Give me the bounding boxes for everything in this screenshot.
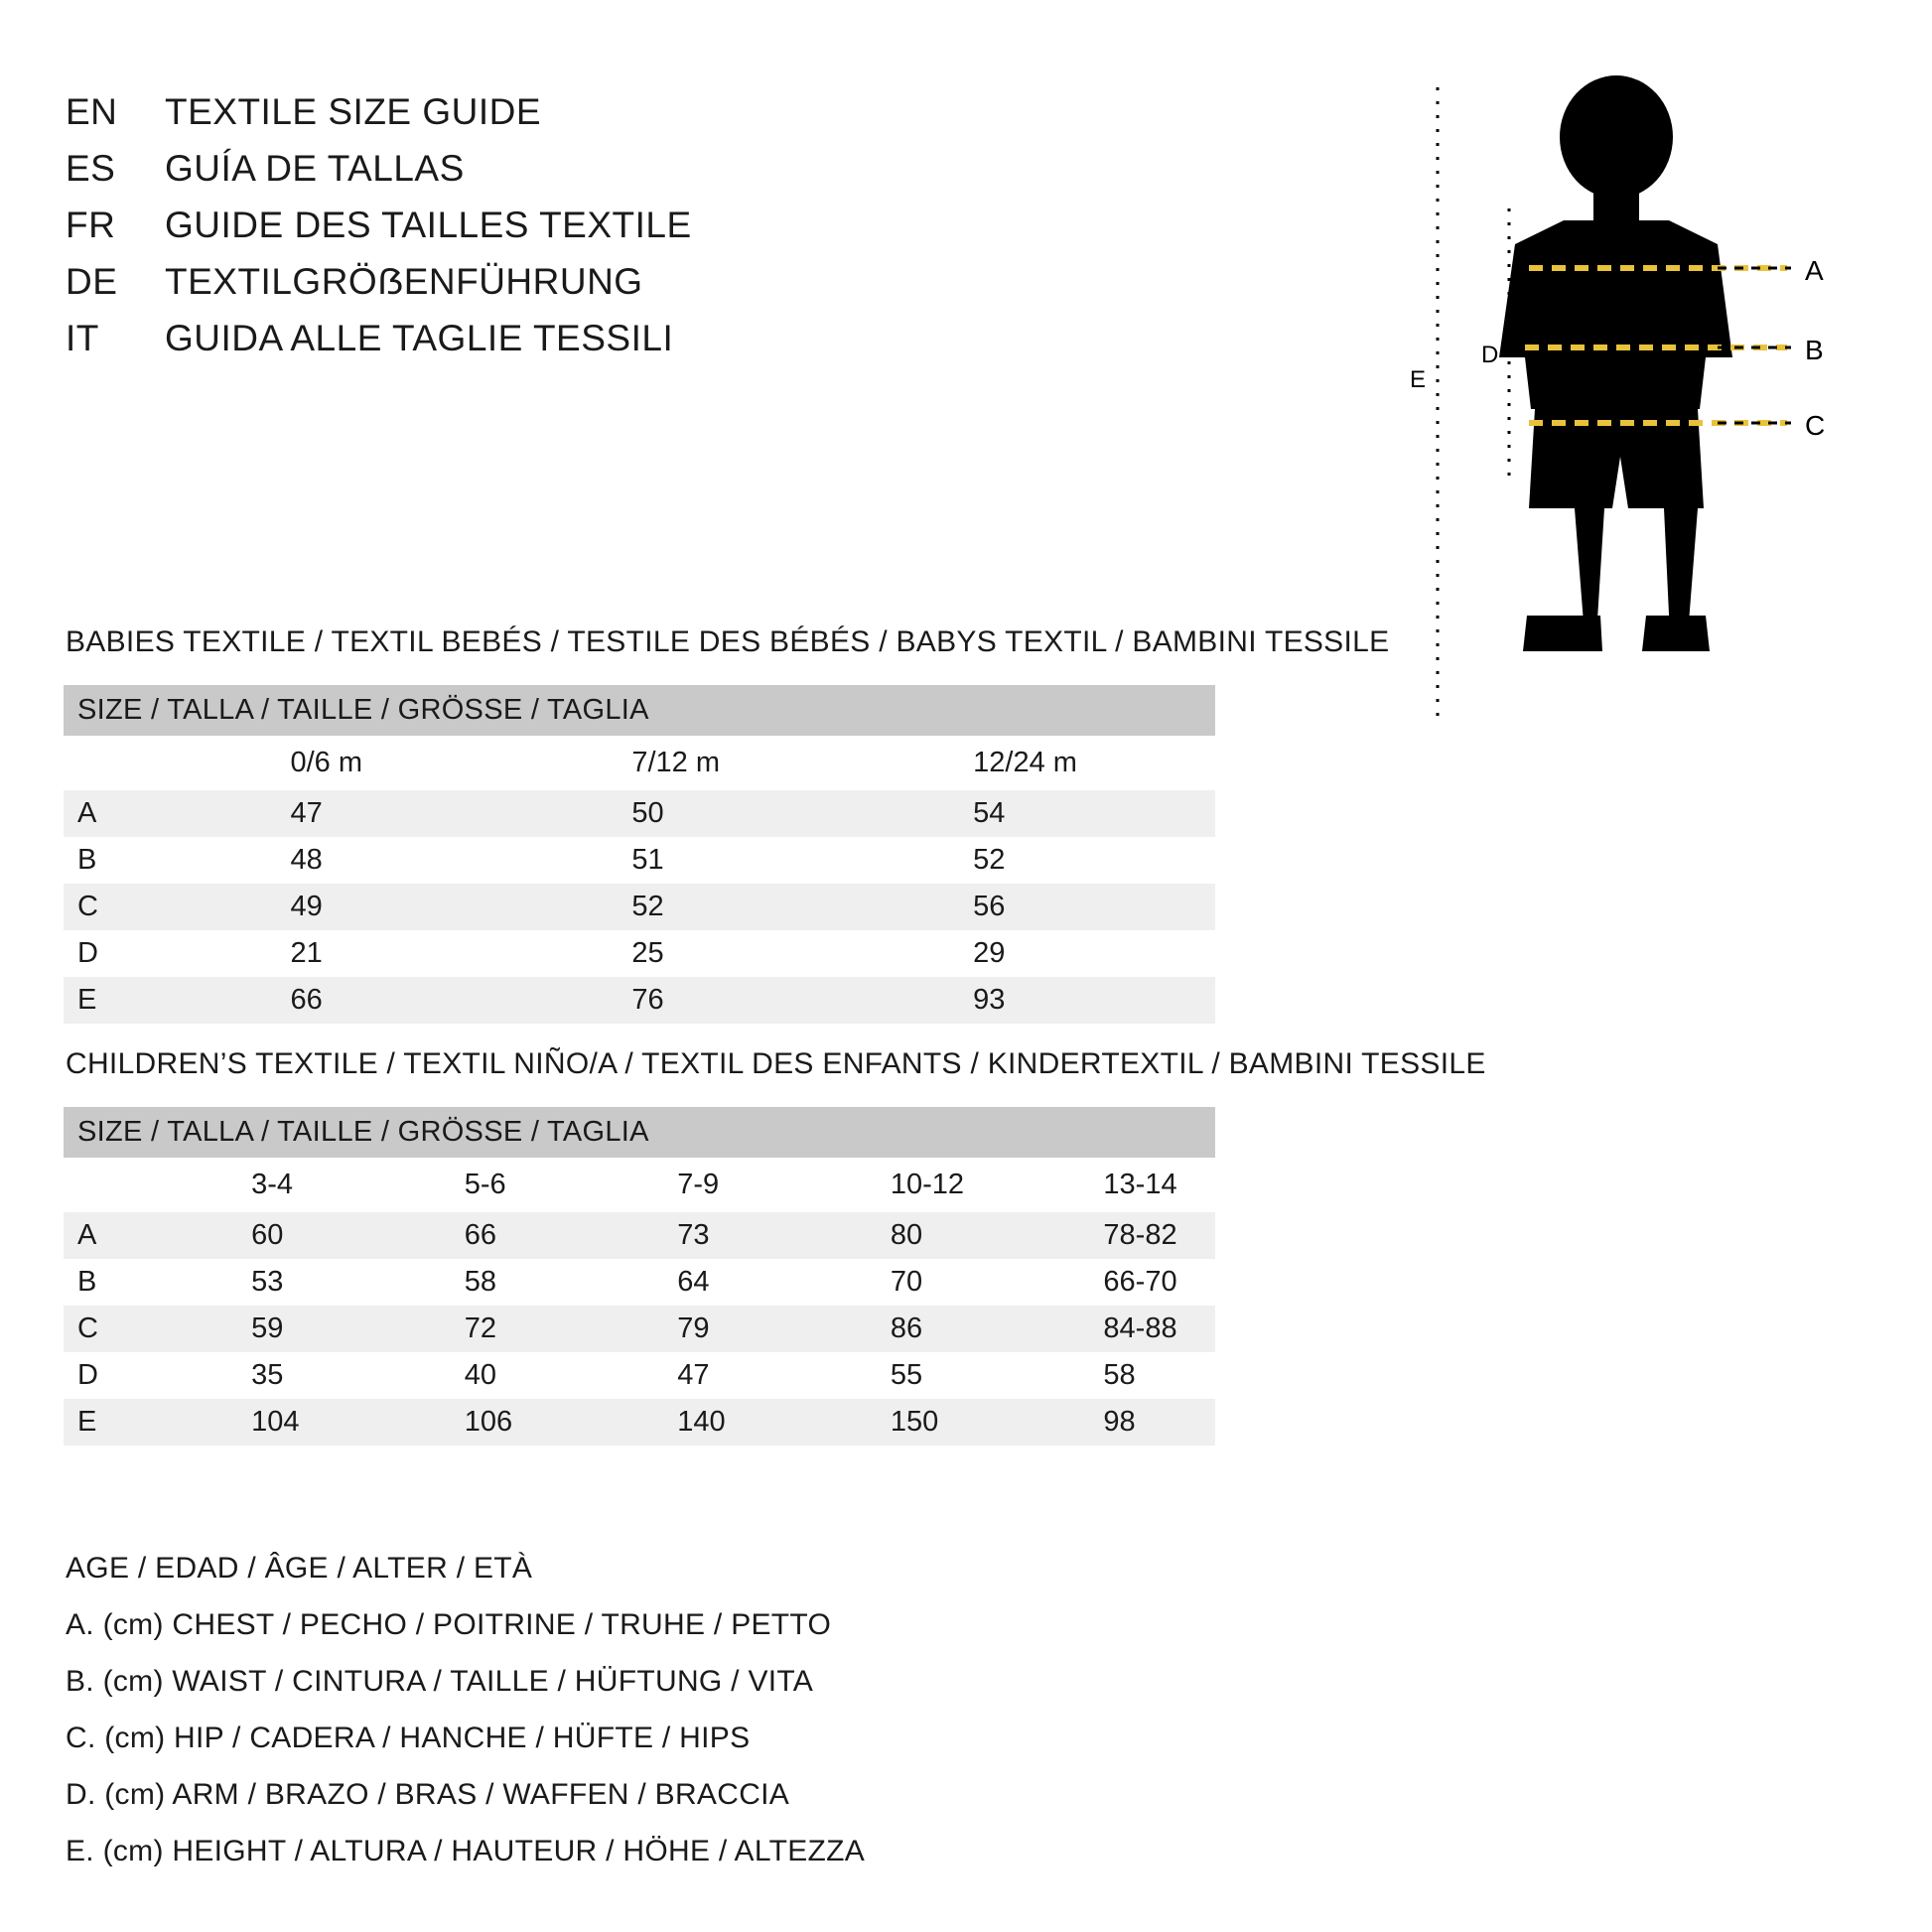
table-row [64,1212,1215,1259]
cell-value: 150 [890,1406,939,1438]
cell-value: 47 [290,797,323,829]
language-code: IT [66,318,99,358]
table-row [64,1352,1215,1399]
language-row [66,91,692,148]
language-row [66,318,692,374]
corner-cell [64,736,192,790]
cell-value: 66 [464,1219,496,1251]
children-section-title: CHILDREN’S TEXTILE / TEXTIL NIÑO/A / TEXTIL DES ENFANTS / KINDERTEXTIL / BAMBINI TESSILE [66,1047,1486,1080]
legend-line-arm: D. (cm) ARM / BRAZO / BRAS / WAFFEN / BRACCIA [66,1778,790,1811]
cell-value: 78-82 [1103,1219,1177,1251]
row-label: E [77,1406,97,1438]
cell-value: 72 [464,1312,496,1344]
measurement-diagram [1390,60,1886,755]
language-title: GUIDE DES TAILLES TEXTILE [165,205,692,245]
legend-line-hip: C. (cm) HIP / CADERA / HANCHE / HÜFTE / HIPS [66,1722,751,1754]
row-label: A [77,1219,97,1251]
column-header: 5-6 [464,1169,506,1200]
cell-value: 140 [677,1406,726,1438]
row-label: C [77,1312,98,1344]
cell-value: 84-88 [1103,1312,1177,1344]
child-silhouette-svg [1390,60,1886,755]
height-marker-label: E [1410,366,1427,393]
language-title: TEXTILE SIZE GUIDE [165,91,542,132]
language-code: EN [66,91,118,132]
chest-marker-label: A [1805,255,1824,286]
cell-value: 66 [290,984,323,1016]
cell-value: 98 [1103,1406,1136,1438]
cell-value: 51 [631,844,664,876]
row-label: D [77,1359,98,1391]
table-column-header-row [64,736,1215,790]
row-label: C [77,891,98,922]
cell-value: 60 [251,1219,284,1251]
legend-line-chest: A. (cm) CHEST / PECHO / POITRINE / TRUHE / PETTO [66,1608,832,1641]
cell-value: 25 [631,937,664,969]
language-title: TEXTILGRÖẞENFÜHRUNG [165,261,643,302]
silhouette-neck [1593,187,1639,220]
hip-marker-label: C [1805,410,1826,441]
language-code: DE [66,261,118,302]
column-header: 7-9 [677,1169,720,1200]
cell-value: 93 [973,984,1006,1016]
table-row [64,884,1215,930]
cell-value: 79 [677,1312,710,1344]
cell-value: 106 [464,1406,513,1438]
waist-marker-label: B [1805,335,1824,365]
silhouette-head [1560,75,1673,199]
column-header: 12/24 m [973,747,1077,778]
corner-cell [64,1158,152,1212]
legend-line-waist: B. (cm) WAIST / CINTURA / TAILLE / HÜFTUNG / VITA [66,1665,814,1698]
table-row [64,930,1215,977]
column-header: 13-14 [1103,1169,1177,1200]
cell-value: 80 [890,1219,923,1251]
cell-value: 56 [973,891,1006,922]
cell-value: 70 [890,1266,923,1298]
arm-marker-label: D [1481,342,1499,368]
legend-line-height: E. (cm) HEIGHT / ALTURA / HAUTEUR / HÖHE / ALTEZZA [66,1835,866,1867]
babies-header-label: SIZE / TALLA / TAILLE / GRÖSSE / TAGLIA [64,685,1215,736]
cell-value: 48 [290,844,323,876]
language-title: GUIDA ALLE TAGLIE TESSILI [165,318,674,358]
silhouette-torso [1499,220,1732,409]
row-label: E [77,984,97,1016]
table-row [64,1399,1215,1446]
children-size-table [64,1107,1215,1446]
cell-value: 104 [251,1406,300,1438]
cell-value: 21 [290,937,323,969]
table-row [64,977,1215,1024]
row-label: B [77,844,97,876]
row-label: D [77,937,98,969]
column-header: 3-4 [251,1169,294,1200]
table-column-header-row [64,1158,1215,1212]
table-row [64,1306,1215,1352]
cell-value: 66-70 [1103,1266,1177,1298]
language-code: FR [66,205,116,245]
language-title-block [66,91,692,374]
language-row [66,205,692,261]
measurement-legend [66,1554,865,1893]
cell-value: 58 [464,1266,496,1298]
language-row [66,261,692,318]
language-row [66,148,692,205]
cell-value: 47 [677,1359,710,1391]
cell-value: 64 [677,1266,710,1298]
silhouette-shoe-left [1523,616,1602,651]
table-row [64,790,1215,837]
table-header-bar [64,685,1215,736]
cell-value: 53 [251,1266,284,1298]
cell-value: 86 [890,1312,923,1344]
cell-value: 35 [251,1359,284,1391]
language-code: ES [66,148,116,189]
row-label: B [77,1266,97,1298]
cell-value: 49 [290,891,323,922]
cell-value: 52 [973,844,1006,876]
cell-value: 73 [677,1219,710,1251]
table-row [64,837,1215,884]
cell-value: 52 [631,891,664,922]
language-title: GUÍA DE TALLAS [165,148,465,189]
babies-section-title: BABIES TEXTILE / TEXTIL BEBÉS / TESTILE DES BÉBÉS / BABYS TEXTIL / BAMBINI TESSILE [66,625,1390,658]
table-header-bar [64,1107,1215,1158]
row-label: A [77,797,97,829]
cell-value: 40 [464,1359,496,1391]
cell-value: 55 [890,1359,923,1391]
column-header: 7/12 m [631,747,720,778]
legend-line-age: AGE / EDAD / ÂGE / ALTER / ETÀ [66,1552,533,1585]
cell-value: 76 [631,984,664,1016]
cell-value: 58 [1103,1359,1136,1391]
column-header: 10-12 [890,1169,965,1200]
silhouette-shoe-right [1642,616,1710,651]
table-row [64,1259,1215,1306]
children-header-label: SIZE / TALLA / TAILLE / GRÖSSE / TAGLIA [64,1107,1215,1158]
cell-value: 29 [973,937,1006,969]
cell-value: 50 [631,797,664,829]
cell-value: 54 [973,797,1006,829]
babies-size-table [64,685,1215,1024]
cell-value: 59 [251,1312,284,1344]
column-header: 0/6 m [290,747,363,778]
